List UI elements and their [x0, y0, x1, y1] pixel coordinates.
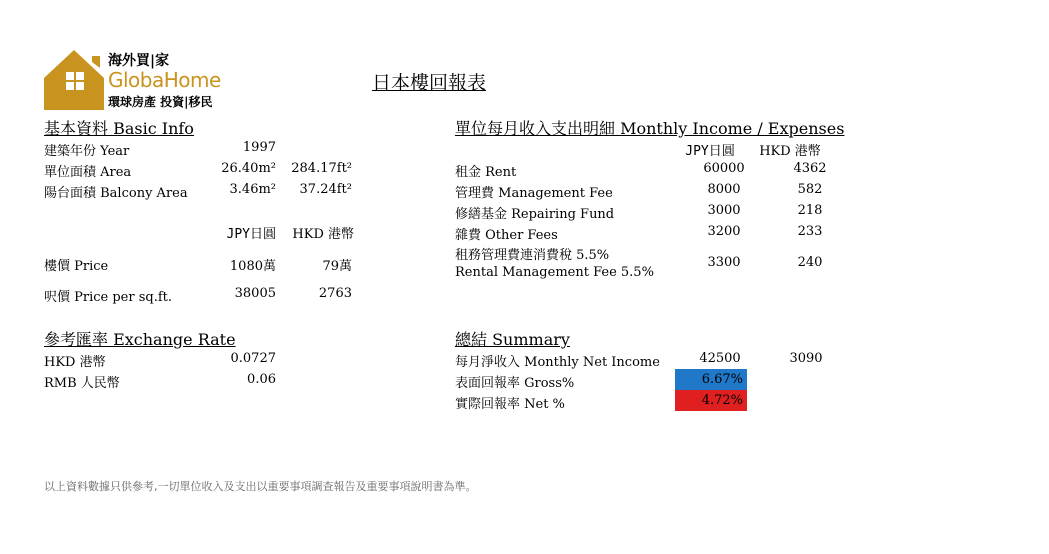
monthly-heading: 單位每月收入支出明細 Monthly Income / Expenses [455, 119, 845, 138]
monthly-row-jpy: 3200 [707, 224, 741, 239]
exchange-rmb-value: 0.06 [247, 372, 276, 387]
area-m2: 26.40m² [221, 161, 276, 176]
net-income-hkd: 3090 [789, 351, 823, 366]
balcony-ft2: 37.24ft² [299, 182, 352, 197]
rental-fee-label-en: Rental Management Fee 5.5% [455, 265, 654, 280]
net-yield-label: 實際回報率 Net % [455, 397, 565, 412]
house-icon [42, 48, 106, 110]
page-title: 日本樓回報表 [372, 72, 487, 94]
logo-brand-home: Home [163, 68, 221, 92]
year-value: 1997 [242, 140, 276, 155]
area-label: 單位面積 Area [44, 165, 132, 180]
price-jpy: 1080萬 [229, 259, 276, 274]
monthly-row-hkd: 582 [797, 182, 823, 197]
net-yield-cell [675, 390, 747, 411]
gross-yield-cell [675, 369, 747, 390]
logo-brand-globa: Globa [108, 68, 164, 92]
price-hkd: 79萬 [322, 259, 352, 274]
monthly-row-label: 管理費 Management Fee [455, 186, 613, 201]
balcony-label: 陽台面積 Balcony Area [44, 186, 188, 201]
year-label: 建築年份 Year [44, 144, 130, 159]
net-income-label: 每月淨收入 Monthly Net Income [455, 355, 660, 370]
monthly-row-label: 雜費 Other Fees [455, 228, 558, 243]
globalhome-logo [42, 48, 248, 110]
monthly-col-jpy: JPY日圓 [685, 144, 735, 159]
monthly-row-jpy: 8000 [707, 182, 741, 197]
monthly-row-hkd: 233 [797, 224, 823, 239]
psf-label: 呎價 Price per sq.ft. [44, 290, 173, 305]
balcony-m2: 3.46m² [229, 182, 276, 197]
exchange-hkd-value: 0.0727 [230, 351, 276, 366]
exchange-heading: 參考匯率 Exchange Rate [44, 330, 236, 349]
monthly-row-label: 修繕基金 Repairing Fund [455, 207, 615, 222]
basic-col-jpy: JPY日圓 [226, 227, 276, 242]
summary-heading: 總結 Summary [455, 330, 570, 349]
psf-jpy: 38005 [234, 286, 276, 301]
monthly-row-hkd: 4362 [793, 161, 827, 176]
exchange-hkd-label: HKD 港幣 [44, 355, 106, 370]
price-label: 樓價 Price [44, 259, 109, 274]
gross-yield-value: 6.67% [701, 372, 743, 387]
psf-hkd: 2763 [318, 286, 352, 301]
rental-fee-hkd: 240 [797, 255, 823, 270]
monthly-row-label: 租金 Rent [455, 165, 517, 180]
net-yield-value: 4.72% [701, 393, 743, 408]
disclaimer-note: 以上資料數據只供參考,一切單位收入及支出以重要事項調查報告及重要事項說明書為準。 [44, 480, 477, 493]
logo-chinese-bottom: 環球房產 投資|移民 [108, 95, 213, 109]
area-ft2: 284.17ft² [291, 161, 352, 176]
monthly-row-jpy: 3000 [707, 203, 741, 218]
rental-fee-jpy: 3300 [707, 255, 741, 270]
logo-brand [108, 68, 221, 92]
monthly-row-hkd: 218 [797, 203, 823, 218]
basic-col-hkd: HKD 港幣 [292, 227, 354, 242]
gross-yield-label: 表面回報率 Gross% [455, 376, 575, 391]
net-income-jpy: 42500 [699, 351, 741, 366]
basic-info-heading: 基本資料 Basic Info [44, 119, 194, 138]
monthly-col-hkd: HKD 港幣 [759, 144, 821, 159]
exchange-rmb-label: RMB 人民幣 [44, 376, 120, 391]
logo-chinese-top: 海外買|家 [108, 53, 170, 69]
rental-fee-label-cn: 租務管理費連消費稅 5.5% [455, 248, 610, 263]
monthly-row-jpy: 60000 [703, 161, 745, 176]
